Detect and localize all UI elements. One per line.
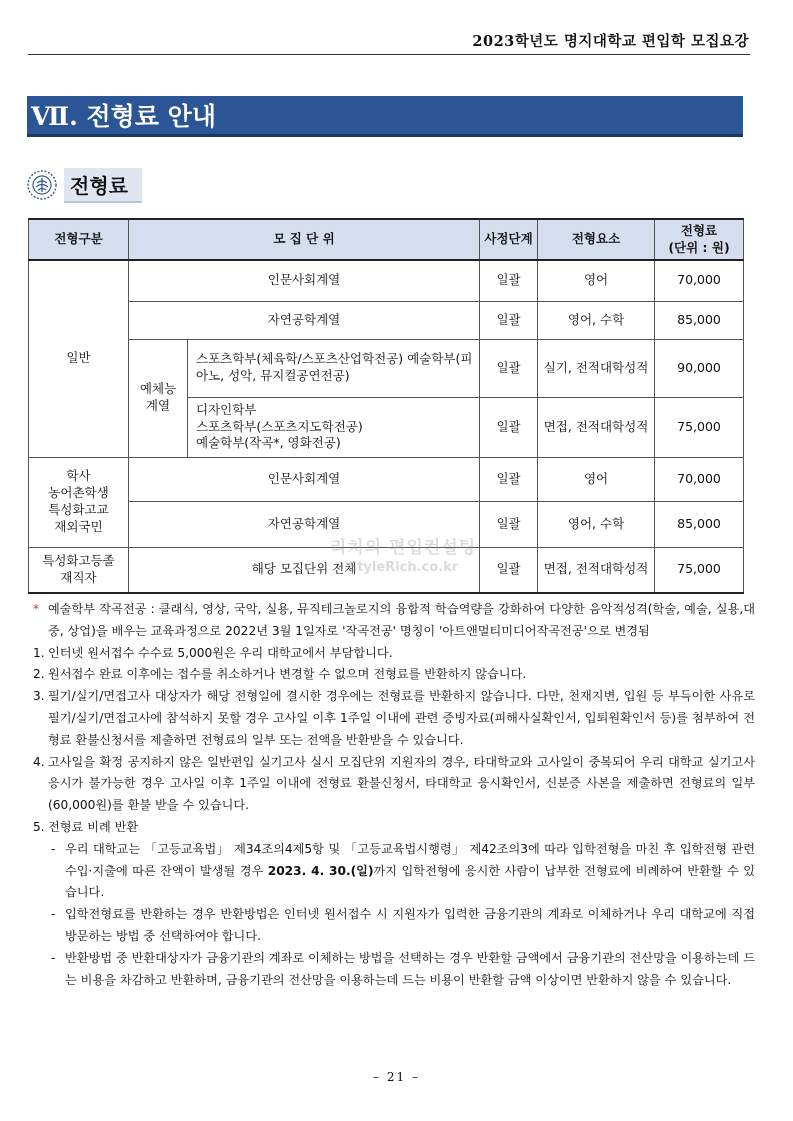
section-heading — [26, 168, 142, 202]
page-number: – 21 – — [373, 1070, 420, 1084]
category-special-line: 특성화고교 — [48, 502, 109, 517]
note-4 — [33, 752, 755, 817]
header-rule — [28, 54, 750, 55]
element-cell: 실기, 전적대학성적 — [538, 339, 655, 397]
header-category: 전형구분 — [29, 219, 129, 260]
note-1 — [33, 643, 755, 665]
category-arts: 예체능 계열 — [129, 339, 188, 457]
note-text: 필기/실기/면접고사 대상자가 해당 전형일에 결시한 경우에는 전형료를 반환하지 않습니다. 다만, 천재지변, 입원 등 부득이한 사유로 필기/실기/면접고사에 참석하지 못할 경우 고사일 이후 1주일 이내에 관련 증빙자료(피해사실확인서, 입퇴원확인서 등)를 첨부하여 전형료 환불신청서를 제출하면 전형료의 일부 또는 전액을 반환받을 수 있습니다. — [48, 689, 755, 747]
table-header-row — [29, 219, 744, 260]
unit-design-line: 예술학부(작곡*, 영화전공) — [196, 435, 341, 451]
stage-cell: 일괄 — [480, 339, 538, 397]
table-row — [29, 301, 744, 339]
table-row — [29, 547, 744, 593]
watermark-line1: 리치의 편입컨설팅 — [329, 538, 477, 558]
element-cell: 영어, 수학 — [538, 501, 655, 547]
notes-section — [33, 599, 755, 991]
unit-design — [188, 397, 480, 457]
note-marker: * — [33, 602, 40, 616]
note-marker: 4. — [33, 754, 45, 769]
university-emblem-icon — [26, 169, 58, 201]
unit-humanities: 인문사회계열 — [129, 260, 480, 301]
unit-natural: 자연공학계열 — [129, 301, 480, 339]
fee-cell: 70,000 — [655, 457, 744, 501]
header-fee-line2: (단위 : 원) — [668, 239, 730, 255]
stage-cell: 일괄 — [480, 501, 538, 547]
note-marker: 1. — [33, 645, 45, 660]
note-text: 인터넷 원서접수 수수료 5,000원은 우리 대학교에서 부담합니다. — [48, 645, 393, 660]
unit-sports-music: 스포츠학부(체육학/스포츠산업학전공) 예술학부(피아노, 성악, 뮤지컬공연전공) — [188, 339, 480, 397]
category-special-line: 농어촌학생 — [48, 485, 109, 501]
subnote-text: 까지 입학전형에 응시한 사람이 납부한 전형료에 비례하여 반환할 수 있습니다. — [65, 863, 755, 900]
stage-cell: 일괄 — [480, 260, 538, 301]
section-title: 전형료 — [64, 168, 142, 203]
note-text: 예술학부 작곡전공 : 클래식, 영상, 국악, 실용, 뮤직테크놀로지의 융합적 학습역량을 강화하여 다양한 음악적성격(학술, 예술, 실용,대중, 상업)을 배우는 교육과정으로 2022년 3월 1일자로 '작곡전공' 명칭이 '아트앤멀티미디어작곡전공'으로 변경됨 — [48, 602, 755, 638]
subnote-2 — [33, 904, 755, 948]
table-row — [29, 339, 744, 397]
header-unit: 모 집 단 위 — [129, 219, 480, 260]
table-row — [29, 457, 744, 501]
running-header: 2023학년도 명지대학교 편입학 모집요강 — [472, 33, 749, 50]
note-marker: 2. — [33, 667, 45, 682]
header-fee-line1: 전형료 — [680, 222, 718, 238]
unit-design-line: 스포츠학부(스포츠지도학전공) — [196, 418, 363, 434]
note-5 — [33, 817, 755, 839]
fee-table — [28, 218, 744, 594]
note-text: 원서접수 완료 이후에는 접수를 취소하거나 변경할 수 없으며 전형료를 반환하지 않습니다. — [48, 667, 527, 682]
note-star — [33, 599, 755, 643]
stage-cell: 일괄 — [480, 397, 538, 457]
category-special-line: 재외국민 — [54, 518, 103, 534]
table-row — [29, 260, 744, 301]
fee-cell: 85,000 — [655, 501, 744, 547]
category-special-line: 학사 — [66, 468, 91, 484]
header-stage: 사정단계 — [480, 219, 538, 260]
element-cell: 영어 — [538, 457, 655, 501]
subnote-marker: - — [51, 907, 56, 922]
fee-cell: 85,000 — [655, 301, 744, 339]
subnote-text: 우리 대학교는 「고등교육법」 제34조의4제5항 및 「고등교육법시행령」 제42조의3에 따라 입학전형을 마친 후 입학전형 관련 수입·지출에 따른 잔액이 발생될 경우 — [65, 841, 755, 878]
fee-cell: 90,000 — [655, 339, 744, 397]
subnote-marker: - — [51, 841, 56, 856]
note-2 — [33, 664, 755, 686]
fee-cell: 70,000 — [655, 260, 744, 301]
stage-cell: 일괄 — [480, 457, 538, 501]
stage-cell: 일괄 — [480, 301, 538, 339]
fee-cell: 75,000 — [655, 547, 744, 593]
unit-humanities: 인문사회계열 — [129, 457, 480, 501]
subnote-3 — [33, 948, 755, 992]
subnote-1 — [33, 839, 755, 904]
note-text: 전형료 비례 반환 — [48, 819, 139, 834]
refund-deadline: 2023. 4. 30.(일) — [267, 863, 374, 878]
subnote-marker: - — [51, 950, 56, 965]
chapter-title: Ⅶ. 전형료 안내 — [27, 96, 743, 137]
unit-design-line: 디자인학부 — [196, 401, 257, 417]
stage-cell: 일괄 — [480, 547, 538, 593]
category-special — [29, 457, 129, 547]
table-row — [29, 501, 744, 547]
element-cell: 면접, 전적대학성적 — [538, 547, 655, 593]
subnote-text: 반환방법 중 반환대상자가 금융기관의 계좌로 이체하는 방법을 선택하는 경우 반환할 금액에서 금융기관의 전산망을 이용하는데 드는 비용을 차감하고 반환하며, 금융기관의 전산망을 이용하는데 드는 비용이 반환할 금액 이상이면 반환하지 않을 수 있습니다. — [65, 950, 755, 987]
watermark-line2: StyleRich.co.kr — [347, 560, 459, 575]
unit-natural: 자연공학계열 — [129, 501, 480, 547]
element-cell: 영어 — [538, 260, 655, 301]
note-text: 고사일을 확정 공지하지 않은 일반편입 실기고사 실시 모집단위 지원자의 경우, 타대학교와 고사일이 중복되어 우리 대학교 실기고사 응시가 불가능한 경우 고사일 이후 1주일 이내에 전형료 환불신청서, 타대학교 응시확인서, 신분증 사본을 제출하면 전형료의 일부(60,000원)를 환불 받을 수 있습니다. — [48, 754, 755, 813]
fee-cell: 75,000 — [655, 397, 744, 457]
header-element: 전형요소 — [538, 219, 655, 260]
note-marker: 3. — [33, 689, 45, 704]
note-3 — [33, 686, 755, 751]
header-fee — [655, 219, 744, 260]
category-vocational: 특성화고등졸 재직자 — [29, 547, 129, 593]
element-cell: 면접, 전적대학성적 — [538, 397, 655, 457]
element-cell: 영어, 수학 — [538, 301, 655, 339]
unit-all: 해당 모집단위 전체 — [129, 547, 480, 593]
category-general: 일반 — [29, 260, 129, 457]
subnote-text: 입학전형료를 반환하는 경우 반환방법은 인터넷 원서접수 시 지원자가 입력한 금융기관의 계좌로 이체하거나 우리 대학교에 직접 방문하는 방법 중 선택하여야 합니다. — [65, 907, 755, 943]
note-marker: 5. — [33, 819, 45, 834]
